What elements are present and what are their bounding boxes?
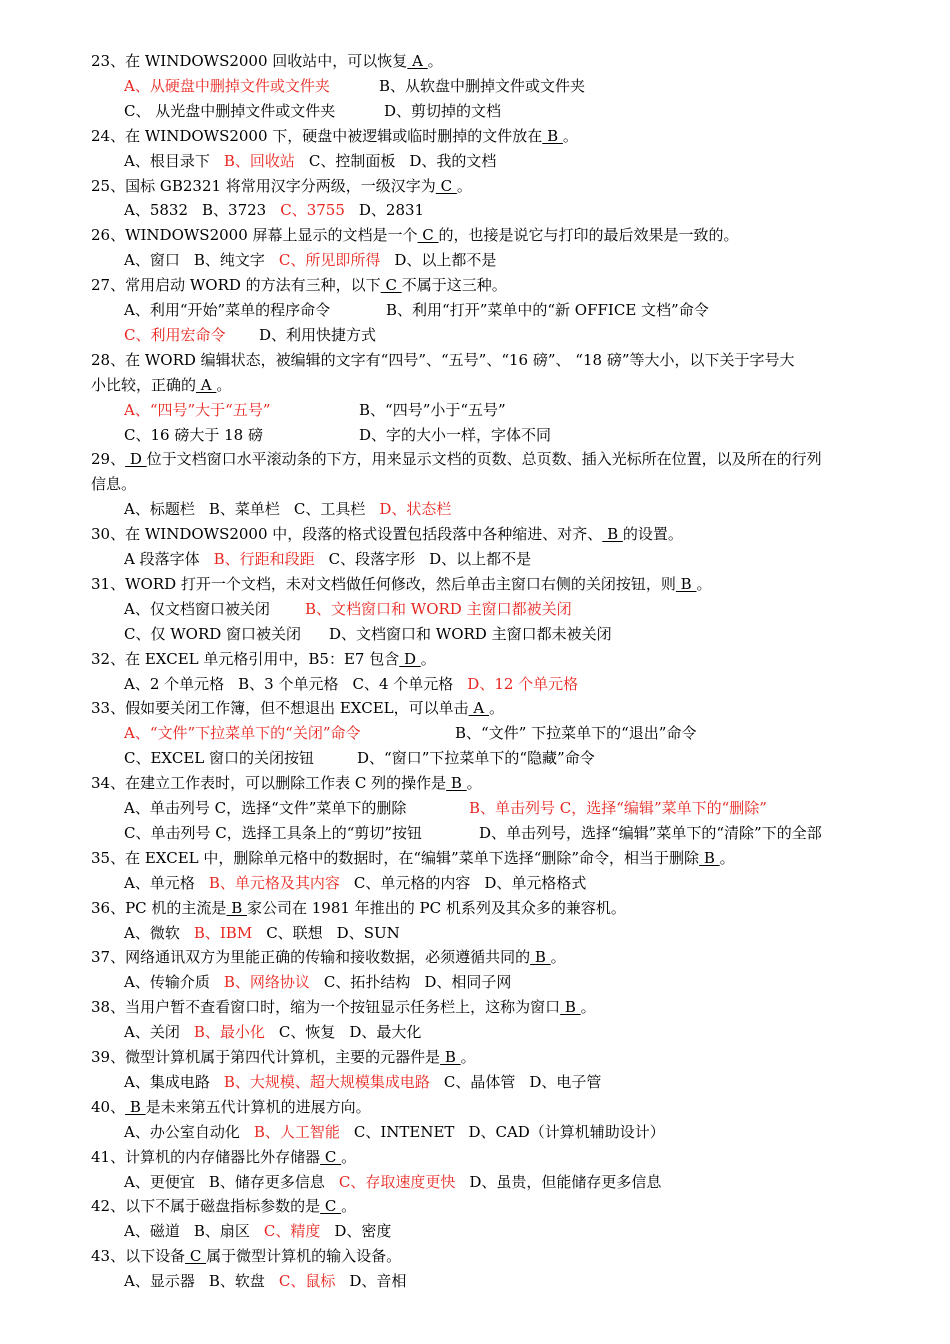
option: B、菜单栏 [208, 500, 280, 519]
answer-blank: B [699, 848, 720, 867]
option-line [124, 599, 930, 619]
option: D、电子管 [529, 1072, 602, 1091]
answer-blank: B [226, 898, 247, 917]
correct-option: A、“四号”大于“五号” [124, 400, 271, 419]
question-text: 27、常用启动 WORD 的方法有三种，以下 [91, 276, 381, 295]
option: C、 从光盘中删掉文件或文件夹 [124, 101, 336, 120]
question-line [91, 698, 930, 718]
option-line [124, 76, 930, 96]
option: C、INTENET [353, 1122, 455, 1141]
option: A、更便宜 [124, 1172, 195, 1191]
option: B、“四号”小于“五号” [359, 400, 506, 419]
question-line [91, 947, 930, 967]
question-text: 。 [341, 1197, 357, 1216]
question-line [91, 524, 930, 544]
option: A、2 个单元格 [124, 674, 225, 693]
question-text: 。 [216, 375, 232, 394]
question-text: 。 [719, 848, 735, 867]
question-text: 37、网络通讯双方为里能正确的传输和接收数据，必须遵循共同的 [91, 948, 531, 967]
question-text: 。 [427, 52, 443, 70]
option-line [124, 101, 930, 121]
option: C、晶体管 [443, 1072, 516, 1091]
question-line [91, 275, 930, 295]
question-text: 小比较，正确的 [91, 375, 197, 394]
question-line [91, 51, 930, 71]
question-text: 36、PC 机的主流是 [91, 898, 227, 917]
option: D、剪切掉的文档 [384, 101, 502, 120]
correct-option: B、单击列号 C，选择“编辑”菜单下的“删除” [469, 799, 767, 817]
option: C、16 磅大于 18 磅 [124, 425, 263, 444]
option: A 段落字体 [124, 550, 200, 568]
option: B、“文件” 下拉菜单下的“退出”命令 [455, 724, 697, 743]
option: D、相同子网 [424, 973, 512, 992]
option: A、办公室自动化 [124, 1122, 240, 1141]
question-line [91, 449, 930, 469]
option: A、显示器 [124, 1272, 195, 1291]
answer-blank: B [446, 774, 467, 793]
question-line [91, 898, 930, 918]
option-line [124, 823, 930, 843]
option: D、文档窗口和 WORD 主窗口都未被关闭 [329, 624, 612, 643]
option: B、储存更多信息 [208, 1172, 325, 1191]
option: A、磁道 [124, 1222, 180, 1241]
option: D、单击列号，选择“编辑”菜单下的“清除”下的全部 [479, 823, 822, 842]
correct-option: B、网络协议 [223, 973, 310, 992]
question-text: 的，也接是说它与打印的最后效果是一致的。 [438, 226, 739, 245]
question-text: 41、计算机的内存储器比外存储器 [91, 1147, 321, 1166]
option: A、窗口 [124, 251, 180, 270]
question-line [91, 1196, 930, 1216]
question-text: 。 [550, 948, 566, 967]
question-text: 40、 [91, 1097, 126, 1116]
answer-blank: C [417, 226, 439, 245]
answer-blank: A [407, 52, 428, 70]
option-line [124, 1122, 930, 1142]
question-line [91, 997, 930, 1017]
answer-blank: B [125, 1097, 146, 1116]
question-text: 。 [562, 126, 578, 145]
question-text: 24、在 WINDOWS2000 下，硬盘中被逻辑或临时删掉的文件放在 [91, 126, 543, 145]
question-text: 26、WINDOWS2000 屏幕上显示的文档是一个 [91, 226, 418, 245]
correct-option: C、存取速度更快 [338, 1172, 456, 1191]
option: D、CAD（计算机辅助设计） [468, 1122, 665, 1141]
answer-blank: C [320, 1197, 342, 1216]
question-text: 。 [460, 1048, 476, 1066]
question-line [91, 1246, 930, 1266]
question-text: 42、以下不属于磁盘指标参数的是 [91, 1197, 321, 1216]
answer-blank: B [542, 126, 563, 145]
correct-option: A、从硬盘中删掉文件或文件夹 [124, 76, 330, 95]
option: C、联想 [266, 923, 323, 942]
option: C、单元格的内容 [353, 873, 471, 892]
option-line [124, 1072, 930, 1092]
question-line [91, 848, 930, 868]
question-line [91, 574, 930, 594]
answer-blank: C [435, 176, 457, 195]
question-line-continued [91, 474, 930, 494]
question-text: 。 [489, 699, 505, 718]
correct-option: B、文档窗口和 WORD 主窗口都被关闭 [305, 599, 572, 618]
option-line [124, 1271, 930, 1291]
option: B、纯文字 [193, 251, 265, 270]
option: B、从软盘中删掉文件或文件夹 [379, 76, 586, 95]
question-text: 39、微型计算机属于第四代计算机，主要的元器件是 [91, 1048, 441, 1066]
answer-blank: C [320, 1147, 342, 1166]
answer-blank: C [380, 276, 402, 295]
question-text: 34、在建立工作表时，可以删除工作表 C 列的操作是 [91, 774, 447, 793]
question-line-continued [91, 375, 930, 395]
option: A、仅文档窗口被关闭 [124, 599, 270, 618]
question-text: 28、在 WORD 编辑状态，被编辑的文字有“四号”、“五号”、“16 磅”、 “18 磅”等大小，以下关于字号大 [91, 350, 795, 369]
option: A、根目录下 [124, 151, 210, 170]
option: D、利用快捷方式 [259, 325, 377, 344]
answer-blank: D [125, 450, 147, 469]
question-text: 不属于这三种。 [401, 276, 507, 295]
option: B、软盘 [208, 1272, 265, 1291]
question-line [91, 350, 930, 370]
option-line [124, 250, 930, 270]
option-line [124, 300, 930, 320]
option: D、以上都不是 [394, 251, 497, 270]
option: A、单击列号 C，选择“文件”菜单下的删除 [124, 799, 407, 817]
option-line [124, 1172, 930, 1192]
option: C、仅 WORD 窗口被关闭 [124, 624, 302, 643]
option-line [124, 873, 930, 893]
option: A、集成电路 [124, 1072, 210, 1091]
option: A、传输介质 [124, 973, 210, 992]
correct-option: C、鼠标 [278, 1272, 336, 1291]
option: D、“窗口”下拉菜单下的“隐藏”命令 [357, 749, 595, 768]
option-line [124, 151, 930, 171]
correct-option: C、3755 [280, 201, 345, 220]
option: B、扇区 [193, 1222, 250, 1241]
question-line [91, 1047, 930, 1067]
question-text: 23、在 WINDOWS2000 回收站中，可以恢复 [91, 52, 408, 70]
correct-option: B、IBM [193, 923, 253, 942]
option: B、利用“打开”菜单中的“新 OFFICE 文档”命令 [386, 301, 709, 319]
question-text: 35、在 EXCEL 中，删除单元格中的数据时，在“编辑”菜单下选择“删除”命令，相当于删除 [91, 848, 700, 867]
option: D、密度 [334, 1222, 392, 1241]
answer-blank: B [675, 574, 697, 593]
option: C、单击列号 C，选择工具条上的“剪切”按钮 [124, 823, 423, 842]
option-line [124, 1221, 930, 1241]
correct-option: B、最小化 [193, 1023, 265, 1042]
answer-blank: D [399, 649, 421, 668]
question-line [91, 225, 930, 245]
question-line [91, 1147, 930, 1167]
option-line [124, 624, 930, 644]
correct-option: C、精度 [263, 1222, 321, 1241]
option: D、2831 [358, 201, 425, 220]
answer-blank: B [530, 948, 551, 967]
answer-blank: B [560, 998, 581, 1017]
question-line [91, 126, 930, 146]
option: C、控制面板 [308, 151, 396, 170]
question-text: 30、在 WINDOWS2000 中，段落的格式设置包括段落中各种缩进、对齐、 [91, 525, 603, 544]
question-text: 31、WORD 打开一个文档，未对文档做任何修改，然后单击主窗口右侧的关闭按钮，则 [91, 574, 676, 593]
question-text: 是未来第五代计算机的进展方向。 [145, 1097, 371, 1116]
question-text: 32、在 EXCEL 单元格引用中，B5：E7 包含 [91, 649, 400, 668]
option-line [124, 200, 930, 220]
answer-blank: A [468, 699, 489, 718]
option-line [124, 972, 930, 992]
answer-blank: B [602, 525, 623, 544]
option: C、EXCEL 窗口的关闭按钮 [124, 749, 314, 768]
correct-option: C、利用宏命令 [124, 325, 226, 344]
question-line [91, 1097, 930, 1117]
option: D、单元格格式 [484, 873, 587, 892]
option-line [124, 325, 930, 345]
question-text: 。 [580, 998, 596, 1017]
correct-option: B、回收站 [223, 151, 295, 170]
option: D、SUN [336, 923, 400, 942]
option-line [124, 400, 930, 420]
question-line [91, 773, 930, 793]
option: A、关闭 [124, 1023, 180, 1042]
option-line [124, 499, 930, 519]
option: C、段落字形 [328, 550, 416, 568]
question-text: 25、国标 GB2321 将常用汉字分两级，一级汉字为 [91, 176, 436, 195]
question-text: 属于微型计算机的输入设备。 [206, 1247, 402, 1266]
option-line [124, 798, 930, 818]
question-text: 家公司在 1981 年推出的 PC 机系列及其众多的兼容机。 [247, 898, 626, 917]
correct-option: D、状态栏 [379, 500, 452, 519]
option: A、利用“开始”菜单的程序命令 [124, 301, 331, 319]
question-text: 的设置。 [622, 525, 683, 544]
option-line [124, 674, 930, 694]
correct-option: C、所见即所得 [278, 251, 381, 270]
option-line [124, 549, 930, 569]
option: C、工具栏 [293, 500, 366, 519]
question-text: 33、假如要关闭工作簿，但不想退出 EXCEL，可以单击 [91, 699, 469, 718]
option: A、单元格 [124, 873, 195, 892]
answer-blank: A [196, 375, 217, 394]
question-text: 38、当用户暂不查看窗口时，缩为一个按钮显示任务栏上，这称为窗口 [91, 998, 561, 1017]
correct-option: B、单元格及其内容 [208, 873, 340, 892]
option-line [124, 923, 930, 943]
option: C、4 个单元格 [352, 674, 454, 693]
question-text: 29、 [91, 450, 126, 469]
option: D、音相 [349, 1272, 407, 1291]
option: D、以上都不是 [429, 550, 532, 568]
option: A、标题栏 [124, 500, 195, 519]
correct-option: A、“文件”下拉菜单下的“关闭”命令 [124, 724, 361, 743]
option: D、最大化 [349, 1023, 422, 1042]
option-line [124, 723, 930, 743]
option: D、我的文档 [409, 151, 497, 170]
option: C、拓扑结构 [323, 973, 411, 992]
option: C、恢复 [278, 1023, 336, 1042]
question-line [91, 176, 930, 196]
question-line [91, 649, 930, 669]
option-line [124, 425, 930, 445]
option: D、虽贵，但能储存更多信息 [469, 1172, 662, 1191]
option: A、微软 [124, 923, 180, 942]
option-line [124, 748, 930, 768]
question-text: 43、以下设备 [91, 1247, 186, 1266]
correct-option: B、人工智能 [253, 1122, 340, 1141]
question-text: 信息。 [91, 475, 137, 494]
answer-blank: C [185, 1247, 207, 1266]
question-text: 。 [466, 774, 482, 793]
option-line [124, 1022, 930, 1042]
correct-option: B、大规模、超大规模集成电路 [223, 1072, 430, 1091]
answer-blank: B [440, 1048, 461, 1066]
question-text: 。 [341, 1147, 357, 1166]
question-text: 。 [456, 176, 472, 195]
question-text: 位于文档窗口水平滚动条的下方，用来显示文档的页数、总页数、插入光标所在位置，以及所在的行列 [146, 450, 822, 469]
option: B、3 个单元格 [238, 674, 339, 693]
option: D、字的大小一样，字体不同 [359, 425, 552, 444]
option: B、3723 [202, 201, 267, 220]
correct-option: D、12 个单元格 [467, 674, 579, 693]
correct-option: B、行距和段距 [213, 550, 315, 568]
option: A、5832 [124, 201, 189, 220]
question-text: 。 [696, 574, 712, 593]
question-text: 。 [420, 649, 436, 668]
